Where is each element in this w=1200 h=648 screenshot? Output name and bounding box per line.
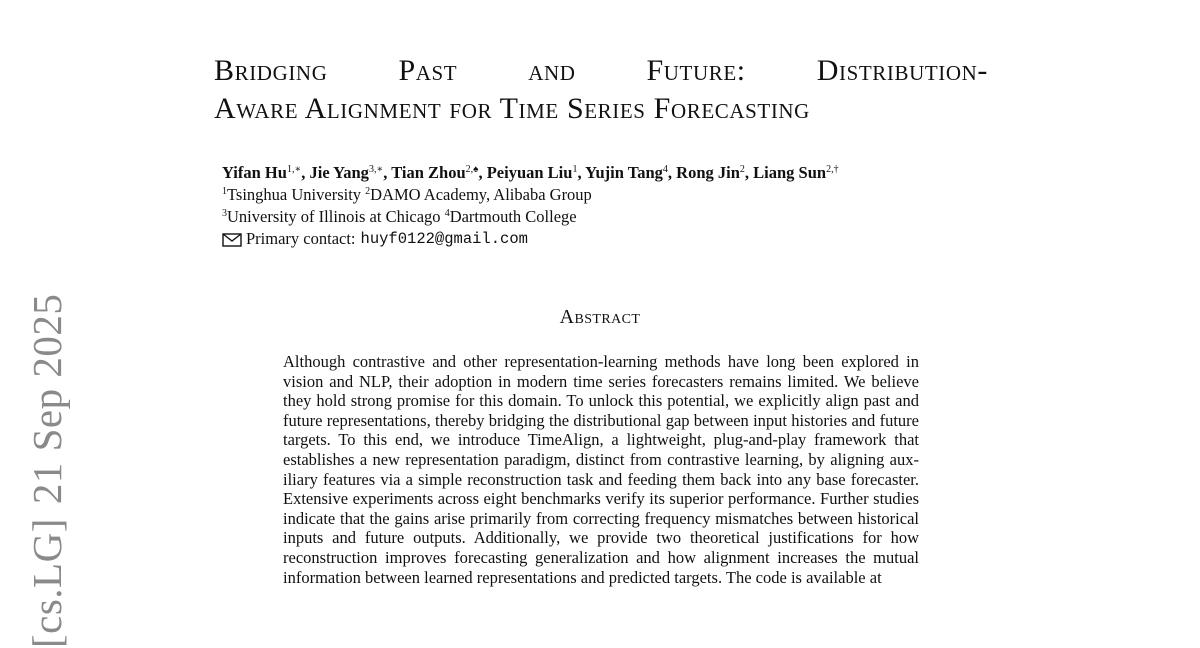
affiliation-line-2: $^3$University of Illinois at Chicago $^4$Dartmouth College xyxy=(222,207,577,226)
affiliation: University of Illinois at Chicago xyxy=(227,207,441,226)
affiliation: DAMO Academy, Alibaba Group xyxy=(370,185,592,204)
affiliation: Tsinghua University xyxy=(227,185,362,204)
abstract-text: Although contrastive and other representation-learning methods have long been explored in vision and NLP, their adoption in modern time series forecasters remains limited. We believe they hold strong promise for this domain. To unlock this potential, we explicitly align past and future representations, thereby bridging the distributional gap between input histories and future targets. To this end, we introduce TimeAlign, a lightweight, plug-and-play framework that establishes a new representation paradigm, distinct from contrastive learning, by aligning auxiliary features via a simple reconstruction task and feeding them back into any base forecaster. Extensive experiments across eight benchmarks verify its superior performance. Further studies indicate that the gains arise primarily from correcting frequency mismatches between historical inputs and future outputs. Additionally, we provide two theoretical justifications for how reconstruction improves forecasting generalization and how alignment increases the mutual information between learned representations and predicted targets. The code is available at xyxy=(283,352,919,587)
paper-title xyxy=(214,52,988,128)
arxiv-stamp-category: [cs.LG] xyxy=(24,518,70,648)
author: Liang Sun$^{2,\dagger}$ xyxy=(753,163,839,182)
arxiv-stamp-date: 21 Sep 2025 xyxy=(24,293,70,505)
author-block xyxy=(222,162,992,250)
paper-title-line-2: Aware Alignment for Time Series Forecasting xyxy=(214,92,810,125)
author-list xyxy=(222,162,992,184)
author: Rong Jin$^2$, xyxy=(676,163,754,182)
arxiv-stamp xyxy=(24,293,70,648)
author: Peiyuan Liu$^1$, xyxy=(486,163,586,182)
abstract-heading: Abstract xyxy=(559,306,641,328)
author: Tian Zhou$^{2,♠}$, xyxy=(391,163,487,182)
contact-label: Primary contact: xyxy=(246,229,356,248)
affiliation: Dartmouth College xyxy=(449,207,577,226)
author: Jie Yang$^{3,∗}$, xyxy=(309,163,392,182)
affiliation-line-1: $^1$Tsinghua University $^2$DAMO Academy, Alibaba Group xyxy=(222,185,592,204)
contact-email-link[interactable]: huyf0122@gmail.com xyxy=(360,230,528,248)
author: Yujin Tang$^4$, xyxy=(585,163,677,182)
author: Yifan $Hu^{1,∗}$, xyxy=(222,163,310,182)
primary-contact xyxy=(222,228,992,250)
paper-title-line-1: Bridging Past and Future: Distribution- xyxy=(214,54,988,87)
envelope-icon xyxy=(222,233,242,247)
